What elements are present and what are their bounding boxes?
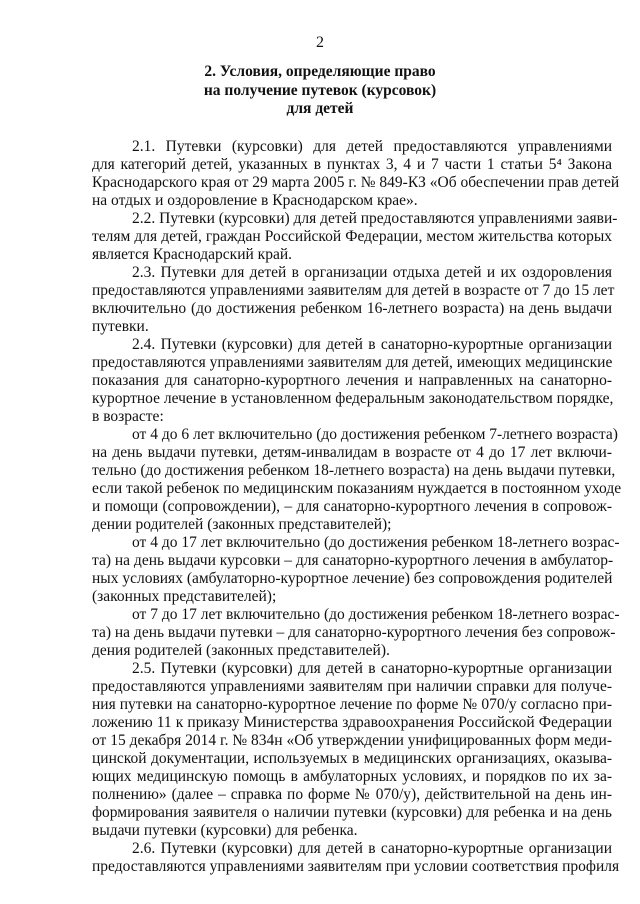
text-line: 2.3. Путевки для детей в организации отдыха детей и их оздоровления <box>132 264 612 281</box>
paragraph <box>92 606 620 660</box>
text-line: тельно (до достижения ребенком 18-летнего возраста) на день выдачи путевки, <box>92 462 616 479</box>
text-line: ющих медицинскую помощь в амбулаторных условиях, и порядков по их за- <box>92 768 612 785</box>
text-line: предоставляются управлениями заявителям при условии соответствия профиля <box>92 858 620 875</box>
text-line: та) на день выдачи курсовки – для санаторно-курортного лечения в амбулатор- <box>92 552 614 569</box>
text-line: дения родителей (законных представителей). <box>92 642 390 659</box>
text-line: от 7 до 17 лет включительно (до достижения ребенком 18-летнего возрас- <box>132 606 620 623</box>
text-line: показания для санаторно-курортного лечения и направленных на санаторно- <box>92 372 612 389</box>
text-line: ных условиях (амбулаторно-курортное лечение) без сопровождения родителей <box>92 570 613 587</box>
page-number: 2 <box>316 34 324 51</box>
text-line: 2.5. Путевки (курсовки) для детей в санаторно-курортные организации <box>132 660 612 677</box>
text-line: на отдых и оздоровление в Краснодарском крае». <box>92 192 418 209</box>
text-line: от 4 до 17 лет включительно (до достижения ребенком 18-летнего возрас- <box>132 534 620 551</box>
text-line: 2.6. Путевки (курсовки) для детей в санаторно-курортные организации <box>132 840 612 857</box>
text-line: путевки. <box>92 318 149 335</box>
text-line: предоставляются управлениями заявителям для детей в возрасте от 7 до 15 лет <box>92 282 615 299</box>
paragraph <box>92 336 612 426</box>
section-title-line: на получение путевок (курсовок) <box>203 81 437 99</box>
text-line: (законных представителей); <box>92 588 277 605</box>
text-line: от 15 декабря 2014 г. № 834н «Об утверждении унифицированных форм меди- <box>92 732 612 749</box>
text-line: ния путевки на санаторно-курортное лечение по форме № 070/у согласно при- <box>92 696 612 713</box>
paragraph <box>92 660 612 840</box>
text-line: полнению» (далее – справка по форме № 070/у), действительной на день ин- <box>92 786 612 803</box>
text-line: курортное лечение в установленном федеральным законодательством порядке, <box>92 390 614 407</box>
paragraph <box>92 534 620 606</box>
text-line: если такой ребенок по медицинским показаниям нуждается в постоянном уходе <box>92 480 622 497</box>
section-title-line: 2. Условия, определяющие право <box>204 63 436 80</box>
text-line: 2.2. Путевки (курсовки) для детей предоставляются управлениями заяви- <box>132 210 618 227</box>
text-line: на день выдачи путевки, детям-инвалидам в возрасте от 4 до 17 лет включи- <box>92 444 612 461</box>
text-line: цинской документации, используемых в медицинских организациях, оказыва- <box>92 750 612 767</box>
text-line: включительно (до достижения ребенком 16-летнего возраста) на день выдачи <box>92 300 612 317</box>
text-line: формирования заявителя о наличии путевки (курсовки) для ребенка и на день <box>92 804 612 821</box>
paragraph <box>92 138 620 210</box>
section-title <box>0 63 640 119</box>
text-line: выдачи путевки (курсовки) для ребенка. <box>92 822 358 839</box>
text-line: 2.4. Путевки (курсовки) для детей в санаторно-курортные организации <box>132 336 612 353</box>
text-line: та) на день выдачи путевки – для санаторно-курортного лечения без сопровож- <box>92 624 616 641</box>
text-line: ложению 11 к приказу Министерства здравоохранения Российской Федерации <box>92 714 612 731</box>
text-line: является Краснодарский край. <box>92 246 293 263</box>
text-line: предоставляются управлениями заявителям для детей, имеющих медицинские <box>92 354 613 371</box>
text-line: от 4 до 6 лет включительно (до достижения ребенком 7-летнего возраста) <box>132 426 618 443</box>
paragraph <box>92 840 620 876</box>
text-line: Краснодарского края от 29 марта 2005 г. № 849-КЗ «Об обеспечении прав детей <box>92 174 620 191</box>
paragraph <box>92 210 618 264</box>
text-line: 2.1. Путевки (курсовки) для детей предоставляются управлениями <box>132 138 612 155</box>
text-line: дении родителей (законных представителей); <box>92 516 392 533</box>
text-line: предоставляются управлениями заявителям при наличии справки для получе- <box>92 678 612 695</box>
paragraph <box>92 426 622 534</box>
text-line: и помощи (сопровождении), – для санаторно-курортного лечения в сопровож- <box>92 498 612 515</box>
text-line: для категорий детей, указанных в пунктах 3, 4 и 7 части 1 статьи 5⁴ Закона <box>92 156 612 173</box>
text-line: в возрасте: <box>92 408 164 425</box>
text-line: телям для детей, граждан Российской Федерации, местом жительства которых <box>92 228 612 245</box>
section-title-line: для детей <box>286 100 354 117</box>
paragraph <box>92 264 615 336</box>
document-body <box>92 138 622 876</box>
